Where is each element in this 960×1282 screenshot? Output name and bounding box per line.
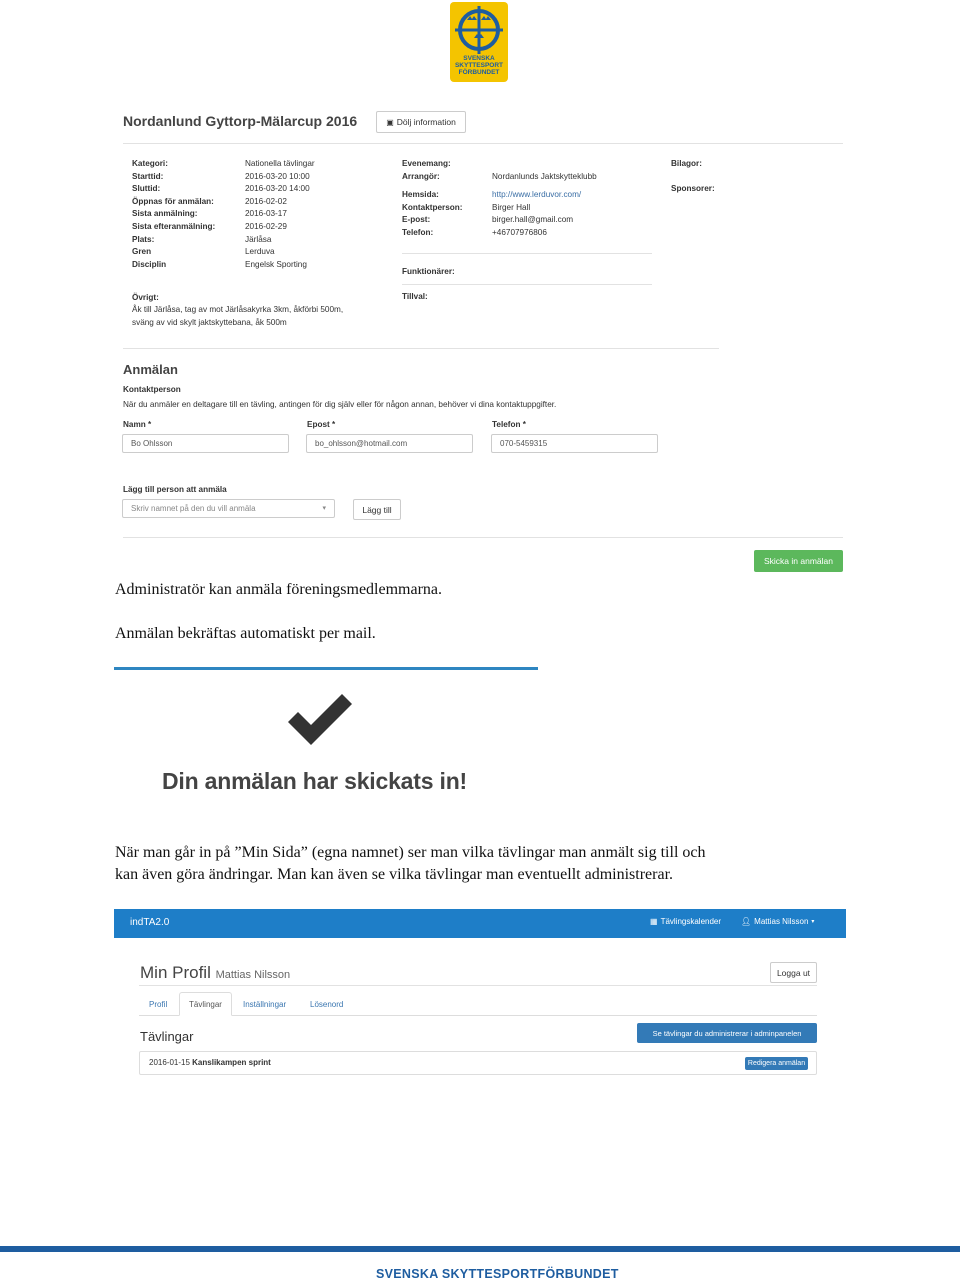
nav-user-dropdown[interactable] (741, 917, 814, 926)
epost-input[interactable]: bo_ohlsson@hotmail.com (306, 434, 473, 453)
divider (402, 284, 652, 285)
section-title: Tävlingar (140, 1029, 194, 1044)
hide-information-label: Dölj information (396, 117, 456, 127)
divider (123, 143, 843, 144)
competition-name: Kanslikampen sprint (192, 1058, 271, 1067)
profile-title: Min Profil Mattias Nilsson (140, 963, 291, 982)
submit-registration-button[interactable]: Skicka in anmälan (754, 550, 843, 572)
hide-icon: ▣ (386, 117, 394, 127)
logo-line2: SKYTTESPORT (454, 62, 504, 69)
anmalan-heading: Anmälan (123, 362, 178, 377)
logout-button[interactable]: Logga ut (770, 962, 817, 983)
edit-registration-button[interactable]: Redigera anmälan (745, 1057, 808, 1070)
telefon-input[interactable]: 070-5459315 (491, 434, 658, 453)
organizer-values: Nordanlunds Jaktskytteklubb http://www.lerduvor.com/ Birger Hall birger.hall@gmail.com +46707976806 (492, 158, 652, 240)
kontaktperson-label: Kontaktperson (123, 385, 181, 394)
footer-text: SVENSKA SKYTTESPORTFÖRBUNDET (376, 1267, 619, 1281)
add-person-placeholder: Skriv namnet på den du vill anmäla (131, 504, 256, 513)
divider (123, 537, 843, 538)
brand-link[interactable]: indTA2.0 (130, 917, 170, 928)
nav-calendar-link[interactable] (650, 917, 721, 926)
tab-installningar[interactable]: Inställningar (243, 1000, 287, 1009)
namn-input[interactable]: Bo Ohlsson (122, 434, 289, 453)
text-line-2: Anmälan bekräftas automatiskt per mail. (115, 625, 376, 642)
profile-name: Mattias Nilsson (215, 969, 291, 981)
tabs-border (139, 1015, 817, 1016)
website-link[interactable]: http://www.lerduvor.com/ (492, 190, 582, 200)
nav-user-label: Mattias Nilsson (754, 917, 809, 926)
attachments-labels: Bilagor: Sponsorer: (671, 159, 715, 193)
competition-info (149, 1058, 271, 1067)
anmalan-description: När du anmäler en deltagare till en tävling, antingen för dig själv eller för någon annan, behöver vi dina kontaktuppgifter. (123, 400, 557, 409)
add-person-button[interactable]: Lägg till (353, 499, 401, 520)
user-icon: 👤︎ (741, 917, 752, 926)
competition-row (139, 1051, 817, 1075)
paragraph-line-2: kan även göra ändringar. Man kan även se vilka tävlingar man eventuellt administrerar. (115, 866, 674, 883)
nav-calendar-label: Tävlingskalender (660, 917, 722, 926)
admin-panel-button[interactable]: Se tävlingar du administrerar i adminpanelen (637, 1023, 817, 1043)
logo-line3: FÖRBUNDET (458, 69, 500, 76)
add-person-select[interactable] (122, 499, 335, 518)
separator-line (114, 667, 538, 670)
event-title: Nordanlund Gyttorp-Mälarcup 2016 (123, 113, 358, 129)
tab-tavlingar[interactable]: Tävlingar (179, 992, 232, 1016)
add-person-label: Lägg till person att anmäla (123, 485, 227, 494)
footer-bar (0, 1246, 960, 1252)
namn-label: Namn * (123, 420, 152, 429)
confirmation-message: Din anmälan har skickats in! (162, 768, 468, 794)
caret-down-icon: ▾ (322, 505, 326, 512)
divider (123, 348, 719, 349)
paragraph-line-1: När man går in på ”Min Sida” (egna namnet) ser man vilka tävlingar man anmält sig till och (115, 844, 706, 861)
hide-information-button[interactable] (376, 111, 466, 133)
tillval-label: Tillval: (402, 292, 428, 301)
text-line-1: Administratör kan anmäla föreningsmedlemmarna. (115, 581, 443, 598)
event-details-values: Nationella tävlingar 2016-03-20 10:00 2016-03-20 14:00 2016-02-02 2016-03-17 2016-02-29 Järlåsa Lerduva Engelsk Sporting (245, 159, 315, 269)
competition-date: 2016-01-15 (149, 1058, 190, 1067)
organizer-labels: Evenemang: Arrangör: Hemsida: Kontaktperson: E-post: Telefon: (402, 159, 463, 237)
tab-profil[interactable]: Profil (149, 1000, 168, 1009)
logo-line1: SVENSKA (463, 55, 495, 62)
checkmark-icon (285, 692, 355, 755)
calendar-icon: ▦ (650, 917, 658, 926)
caret-down-icon: ▾ (811, 919, 815, 925)
top-navbar (114, 909, 846, 938)
svenska-skyttesport-logo (450, 2, 508, 82)
funktionarer-label: Funktionärer: (402, 267, 455, 276)
ovrigt-label: Övrigt: (132, 293, 159, 302)
divider (402, 253, 652, 254)
event-details-labels: Kategori: Starttid: Sluttid: Öppnas för anmälan: Sista anmälning: Sista efteranmälning: Plats: Gren Disciplin (132, 159, 216, 269)
epost-label: Epost * (307, 420, 336, 429)
telefon-label: Telefon * (492, 420, 526, 429)
ovrigt-text: Åk till Järlåsa, tag av mot Järlåsakyrka 3km, åkförbi 500m, sväng av vid skylt jaktskyttebana, åk 500m (132, 305, 344, 327)
tab-losenord[interactable]: Lösenord (310, 1000, 344, 1009)
divider (139, 985, 817, 986)
